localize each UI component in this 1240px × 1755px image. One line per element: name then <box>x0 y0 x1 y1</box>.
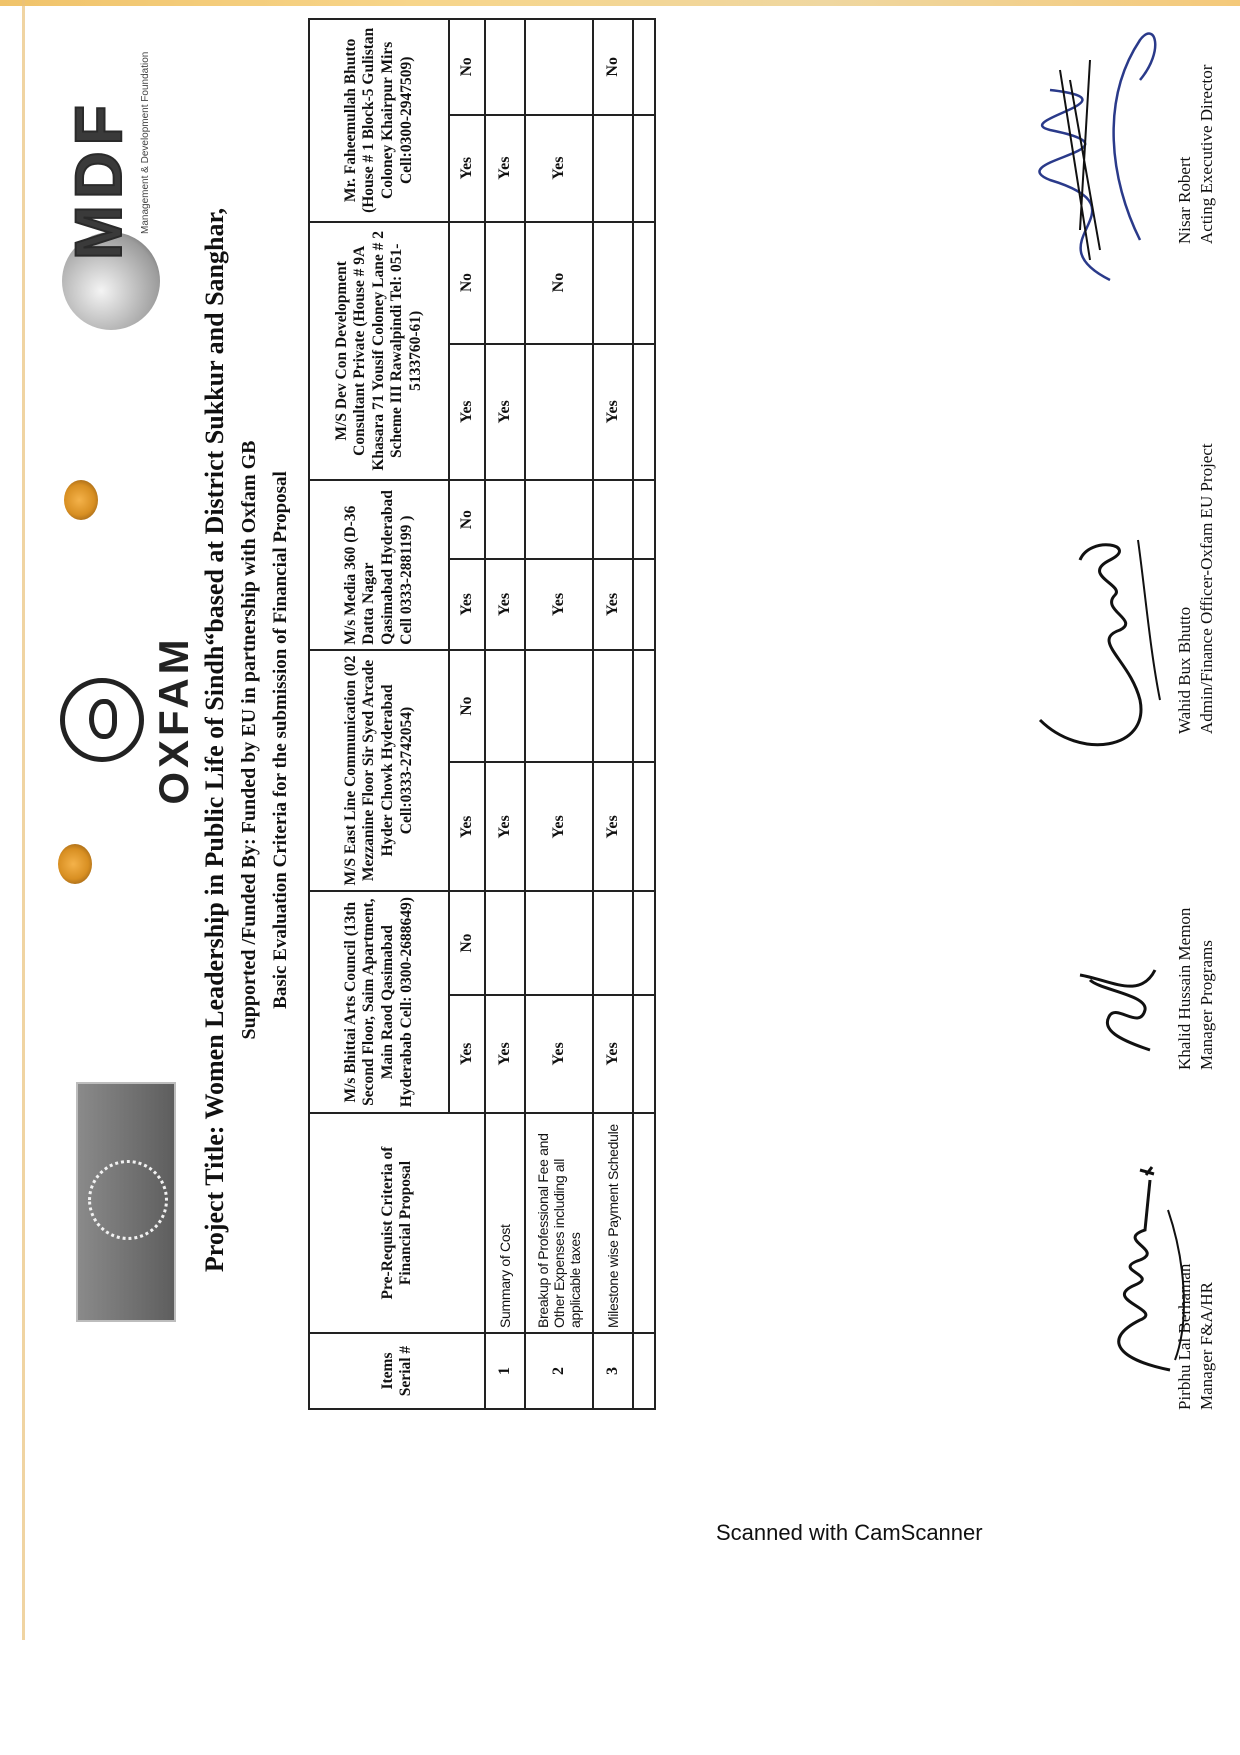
value-cell <box>525 344 593 481</box>
serial-cell: 1 <box>485 1333 525 1409</box>
oxfam-mark-icon <box>60 678 144 762</box>
value-cell <box>485 891 525 994</box>
value-cell <box>593 115 633 222</box>
signatory-title: Acting Executive Director <box>1197 64 1217 244</box>
signatory-3 <box>1174 443 1218 734</box>
mdf-tagline: Management & Development Foundation <box>140 51 151 234</box>
signatory-title: Manager Programs <box>1197 940 1217 1070</box>
evaluation-title: Basic Evaluation Criteria for the submission of Financial Proposal <box>270 471 291 1009</box>
value-cell <box>485 480 525 559</box>
value-cell: Yes <box>593 995 633 1113</box>
value-cell: Yes <box>525 115 593 222</box>
table-row <box>525 19 593 1409</box>
value-cell: Yes <box>525 995 593 1113</box>
signatory-1 <box>1174 1264 1218 1410</box>
mdf-logo <box>60 51 170 330</box>
firm-header-3: M/s Media 360 (D-36 Datta Nagar Qasimabad Hyderabad Cell 0333-2881199 ) <box>309 480 449 650</box>
value-cell: Yes <box>485 762 525 891</box>
yes-header: Yes <box>449 762 485 891</box>
value-cell <box>485 222 525 344</box>
value-cell: No <box>525 222 593 344</box>
value-cell <box>525 19 593 115</box>
table-row-empty <box>633 19 655 1409</box>
firm-header-4: M/S Dev Con Development Consultant Private (House # 9A Khasara 71 Yousif Coloney Lane # 2 Scheme III Rawalpindi Tel: 051-5133760-61) <box>309 222 449 480</box>
punch-hole <box>64 480 98 520</box>
criteria-cell: Breakup of Professional Fee and Other Expenses including all applicable taxes <box>525 1113 593 1333</box>
no-header: No <box>449 19 485 115</box>
signatory-name: Khalid Hussain Memon <box>1175 907 1194 1070</box>
signatory-title: Manager F&A/HR <box>1197 1282 1217 1410</box>
signatory-name: Wahid Bux Bhutto <box>1175 606 1194 734</box>
serial-cell: 2 <box>525 1333 593 1409</box>
criteria-cell: Summary of Cost <box>485 1113 525 1333</box>
table-row <box>485 19 525 1409</box>
criteria-cell: Milestone wise Payment Schedule <box>593 1113 633 1333</box>
value-cell: Yes <box>485 115 525 222</box>
signatory-4 <box>1174 65 1218 244</box>
yes-header: Yes <box>449 344 485 481</box>
mdf-wordmark: MDF <box>61 99 135 260</box>
firm-header-5: Mr. Faheemullah Bhutto (House # 1 Block-5 Gulistan Coloney Khairpur Mirs Cell:0300-2947509) <box>309 19 449 222</box>
serial-cell: 3 <box>593 1333 633 1409</box>
yes-header: Yes <box>449 559 485 650</box>
signatory-name: Nisar Robert <box>1175 156 1194 244</box>
table-row <box>593 19 633 1409</box>
signature-4 <box>990 10 1170 300</box>
firm-header-1: M/s Bhittai Arts Council (13th Second Floor, Saim Apartment, Main Raod Qasimabad Hyderabab Cell: 0300-2688649) <box>309 891 449 1113</box>
signature-3 <box>1020 530 1180 760</box>
value-cell: Yes <box>485 344 525 481</box>
firm-header-2: M/S East Line Communication (02 Mezzanine Floor Sir Syed Arcade Hyder Chowk Hyderabad Cell:0333-2742054) <box>309 650 449 892</box>
value-cell: Yes <box>593 762 633 891</box>
value-cell <box>525 480 593 559</box>
value-cell: Yes <box>525 762 593 891</box>
value-cell <box>593 222 633 344</box>
serial-header: Items Serial # <box>309 1333 485 1409</box>
value-cell <box>593 480 633 559</box>
value-cell: Yes <box>593 344 633 481</box>
signatory-2 <box>1174 908 1218 1070</box>
value-cell: Yes <box>485 995 525 1113</box>
punch-hole <box>58 844 92 884</box>
oxfam-logo <box>60 620 210 820</box>
evaluation-table <box>308 18 656 1410</box>
no-header: No <box>449 650 485 763</box>
signatory-title: Admin/Finance Officer-Oxfam EU Project <box>1197 443 1217 734</box>
yes-header: Yes <box>449 115 485 222</box>
value-cell: Yes <box>593 559 633 650</box>
value-cell: Yes <box>525 559 593 650</box>
value-cell <box>525 891 593 994</box>
value-cell <box>593 650 633 763</box>
yes-header: Yes <box>449 995 485 1113</box>
value-cell: No <box>593 19 633 115</box>
project-title: Project Title: Women Leadership in Public Life of Sindh“based at District Sukkur and Sanghar, <box>200 207 229 1273</box>
signatory-name: Pirbhu Lal Berhaman <box>1175 1263 1194 1410</box>
no-header: No <box>449 480 485 559</box>
criteria-header: Pre-Requist Criteria of Financial Proposal <box>309 1113 485 1333</box>
value-cell: Yes <box>485 559 525 650</box>
value-cell <box>525 650 593 763</box>
value-cell <box>593 891 633 994</box>
signature-2 <box>1060 950 1170 1070</box>
camscanner-watermark: Scanned with CamScanner <box>716 1520 983 1545</box>
oxfam-wordmark: OXFAM <box>150 635 197 805</box>
funding-line: Supported /Funded By: Funded by EU in partnership with Oxfam GB <box>238 440 260 1040</box>
eu-flag-logo <box>76 1082 176 1322</box>
no-header: No <box>449 891 485 994</box>
no-header: No <box>449 222 485 344</box>
value-cell <box>485 19 525 115</box>
value-cell <box>485 650 525 763</box>
